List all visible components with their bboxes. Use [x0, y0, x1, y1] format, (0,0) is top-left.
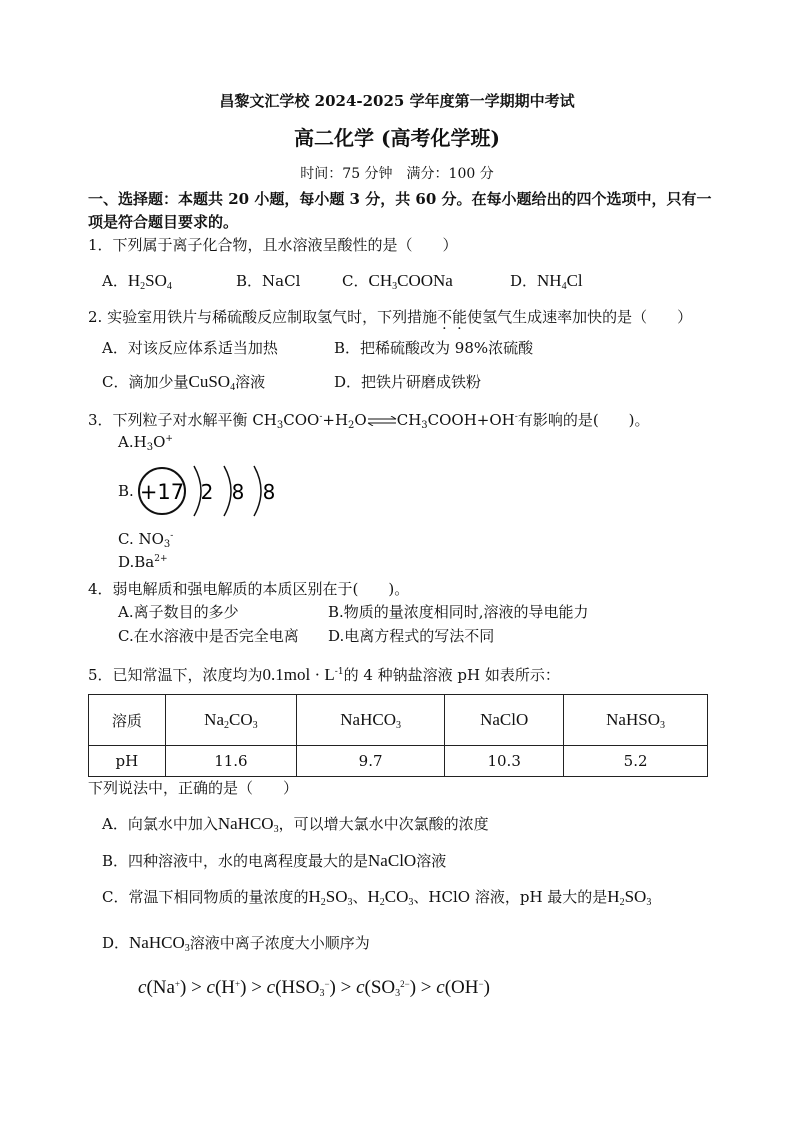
- q2-option-d: D．把铁片研磨成铁粉: [334, 373, 482, 391]
- q3-stem: 3．下列粒子对水解平衡 $CH_3COO^-+H_2O$ $CH_3COOH+OH^-$有影响的是( )。: [88, 411, 650, 431]
- shell-arc-2: [224, 466, 231, 516]
- table-header-cell: NaHSO$_3$: [564, 695, 708, 746]
- q2-option-c: C．滴加少量CuSO$_4$溶液: [102, 372, 266, 393]
- q3-option-a: $A.H_3O^+$: [118, 433, 173, 453]
- shell-electrons-2: 8: [231, 480, 245, 504]
- q3-option-b-label: B.: [118, 482, 134, 500]
- table-cell: 10.3: [445, 746, 564, 777]
- shell-electrons-3: 8: [262, 480, 276, 504]
- shell-arc-3: [254, 466, 261, 516]
- table-header-cell: NaHCO$_3$: [297, 695, 445, 746]
- table-row: [89, 746, 708, 777]
- q2-option-b: B．把稀硫酸改为 98%浓硫酸: [334, 339, 534, 357]
- q5-option-c: C．常温下相同物质的量浓度的$H_2SO_3$、$H_2CO_3$、HClO 溶液，pH 最大的是$H_2SO_3$: [102, 887, 652, 908]
- q5-option-d: D．NaHCO$_3$溶液中离子浓度大小顺序为: [102, 933, 370, 954]
- q1-option-b: B．NaCl: [236, 272, 301, 290]
- q3-option-d: $D.Ba^{2+}$: [118, 553, 168, 571]
- q2-stem: 2. 实验室用铁片与稀硫酸反应制取氢气时，下列措施不能使氢气生成速率加快的是（ ）: [88, 308, 693, 326]
- q2-option-a: A．对该反应体系适当加热: [102, 339, 278, 357]
- table-header-cell: NaClO: [445, 695, 564, 746]
- time-score-line: 时间：75 分钟 满分：100 分: [300, 166, 494, 182]
- chlorine-ion-structure-diagram: [132, 458, 282, 524]
- section-heading: 一、选择题：本题共 20 小题，每小题 3 分，共 60 分。在每小题给出的四个选项中，只有一项是符合题目要求的。: [88, 190, 712, 231]
- q4-stem: 4．弱电解质和强电解质的本质区别在于( )。: [88, 580, 410, 598]
- table-cell: 5.2: [564, 746, 708, 777]
- table-cell: 11.6: [165, 746, 296, 777]
- equilibrium-arrow: [367, 412, 397, 430]
- q4-option-b: B.物质的量浓度相同时,溶液的导电能力: [328, 603, 589, 621]
- table-cell: 9.7: [297, 746, 445, 777]
- ion-concentration-order: $c(Na^+) > c(H^+) > c(HSO_3^-) > c(SO_3^{2-}) > c(OH^-)$: [138, 977, 490, 999]
- exam-title: 高二化学 (高考化学班): [294, 126, 500, 150]
- q1-option-d: D．$NH_4Cl$: [510, 271, 583, 292]
- q5-option-b: B．四种溶液中，水的电离程度最大的是NaClO溶液: [102, 851, 447, 870]
- q1-option-a: A．$H_2SO_4$: [102, 271, 172, 292]
- q4-option-a: A.离子数目的多少: [118, 603, 239, 621]
- table-header-cell: $Na_2CO_3$: [165, 695, 296, 746]
- table-header-row: [89, 695, 708, 746]
- q4-option-d: D.电离方程式的写法不同: [328, 627, 495, 645]
- q1-stem: 1．下列属于离子化合物，且水溶液呈酸性的是（ ）: [88, 236, 458, 254]
- q3-option-c: C. $NO_3^-$: [118, 530, 174, 550]
- q1-option-c: C．$CH_3COONa$: [342, 271, 453, 292]
- table-header-cell: 溶质: [89, 695, 166, 746]
- shell-electrons-1: 2: [200, 480, 214, 504]
- q5-after-table: 下列说法中，正确的是（ ）: [88, 779, 299, 797]
- school-exam-line: 昌黎文汇学校 2024-2025 学年度第一学期期中考试: [219, 92, 575, 110]
- table-cell: pH: [89, 746, 166, 777]
- q5-stem: 5．已知常温下，浓度均为$0.1mol \cdot L^{-1}$的 4 种钠盐溶液 pH 如表所示：: [88, 665, 560, 684]
- q4-option-c: C.在水溶液中是否完全电离: [118, 627, 299, 645]
- q5-option-a: A．向氯水中加入NaHCO$_3$，可以增大氯水中次氯酸的浓度: [102, 814, 489, 835]
- nucleus-charge: +17: [139, 480, 185, 504]
- ph-table: [88, 694, 708, 777]
